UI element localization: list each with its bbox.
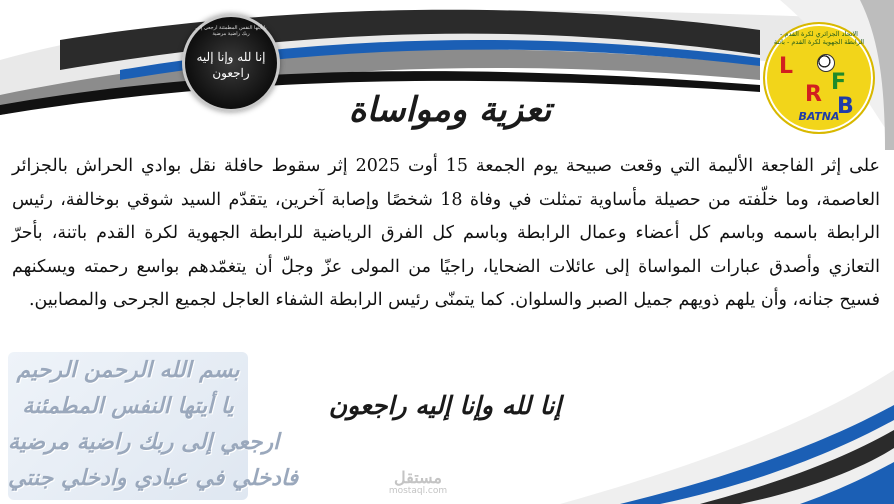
page-title: تعزية ومواساة [348,90,552,130]
condolence-message: على إثر الفاجعة الأليمة التي وقعت صبيحة يوم الجمعة 15 أوت 2025 إثر سقوط حافلة نقل بوادي الحراش بالجزائر العاصمة، وما خلّفته من حصيلة مأساوية تمثلت في وفاة 18 شخصًا وإصابة آخرين، يتقدّم السيد شوقي بوخالفة، رئيس الرابطة باسمه وباسم كل أعضاء وعمال الرابطة وباسم كل الفرق الرياضية للرابطة الجهوية لكرة القدم باتنة، بأحرّ التعازي وأصدق عبارات المواساة إلى عائلات الضحايا، راجيًا من المولى عزّ وجلّ أن يتغمّدهم بواسع رحمته ويسكنهم فسيح جنانه، وأن يلهم ذويهم جميل الصبر والسلوان. كما يتمنّى رئيس الرابطة الشفاء العاجل لجميع الجرحى والمصابين. [12,156,880,310]
logo-letter-l: L [779,54,794,79]
logo-letter-b: B [837,94,854,119]
watermark-latin: mostaql.com [388,486,448,496]
watermark-arabic: مستقل [394,468,442,487]
verse-line: فادخلي في عبادي وادخلي جنتي [8,465,299,491]
badge-inner-text: إنا لله وإنا إليه راجعون [196,50,266,80]
league-logo [763,22,875,134]
quran-verse-panel [8,352,299,500]
condolence-badge [182,14,280,112]
watermark [378,470,458,497]
logo-arc-text: الاتحاد الجزائري لكرة القدم - الرابطة الجهوية لكرة القدم - باتنة [773,30,865,46]
verse-line: يا أيتها النفس المطمئنة [22,393,234,419]
verse-line: ارجعي إلى ربك راضية مرضية [8,429,280,455]
logo-letter-f: F [831,70,847,95]
badge-outer-text: يا أيتها النفس المطمئنة ارجعي إلى ربك راضية مرضية [195,25,267,37]
logo-letter-r: R [805,82,822,107]
logo-city: BATNA [798,110,840,123]
verse-line: بسم الله الرحمن الرحيم [16,357,240,383]
closing-phrase: إنا لله وإنا إليه راجعون [328,391,562,420]
